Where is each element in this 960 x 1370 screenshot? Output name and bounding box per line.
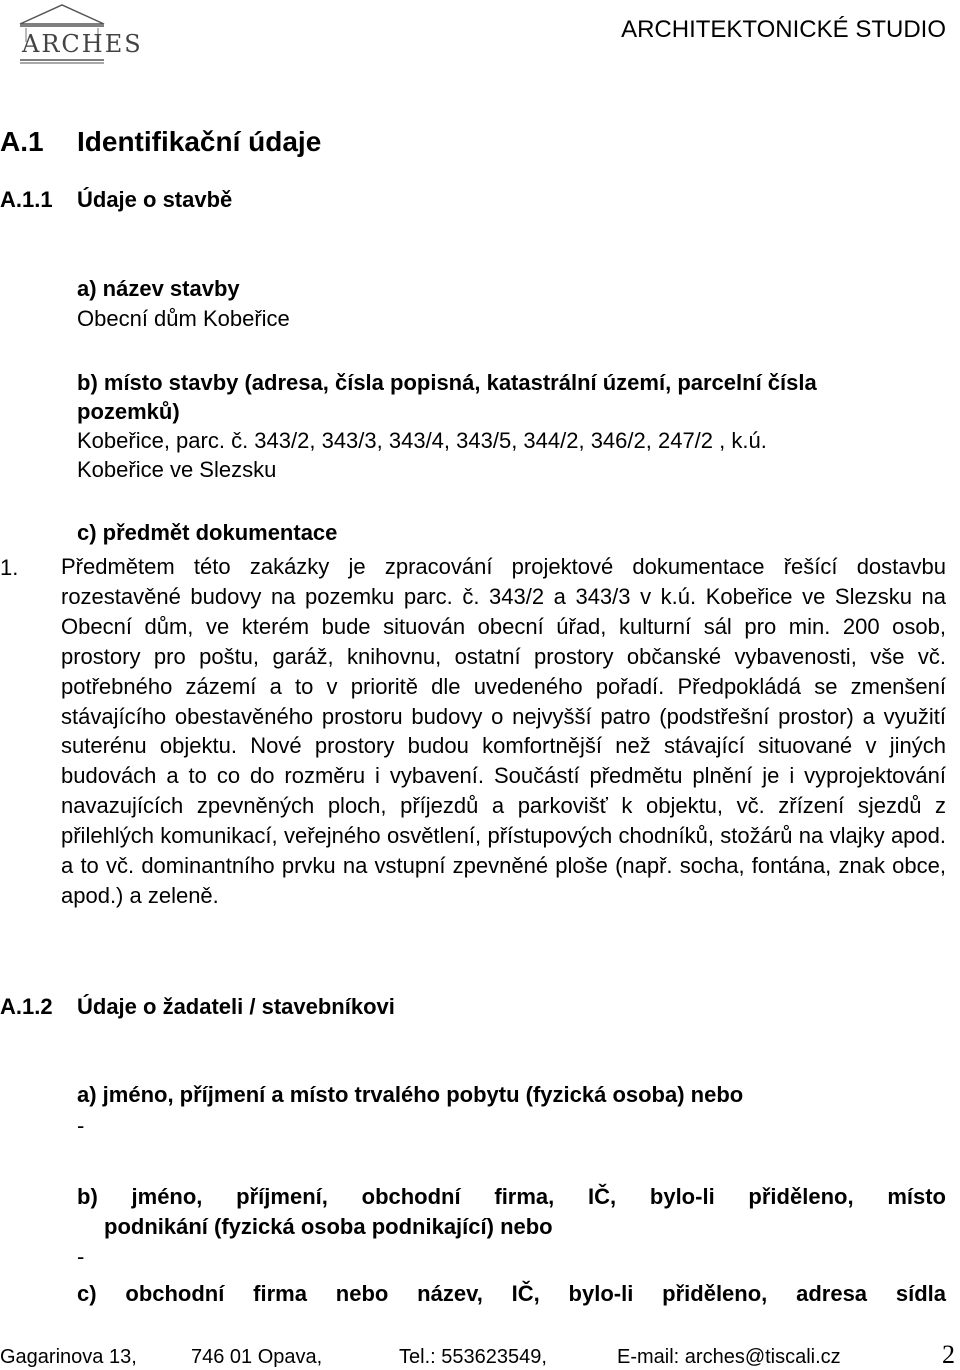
documentation-subject-text: Předmětem této zakázky je zpracování projektové dokumentace řešící dostavbu rozestavěné budovy na pozemku parc. č. 343/2 a 343/3 v k.ú. Kobeřice ve Slezsku na Obecní dům, ve kterém bude situován obecní úřad, kulturní sál pro min. 200 osob, prostory pro poštu, garáž, knihovnu, ostatní prostory občanské vybavenosti, vše vč. potřebného zázemí a to v prioritě dle uvedeného pořadí. Předpokládá se zmenšení stávajícího obestavěného prostoru budovy o nejvyšší patro (podstřešní prostor) a využití suterénu objektu. Nové prostory budou komfortnější než stávající situované v jiných budovách a to co do rozměru i vybavení. Součástí předmětu plnění je i vyprojektování navazujících zpevněných ploch, příjezdů a parkovišť k objektu, vč. zřízení sjezdů z přilehlých komunikací, veřejného osvětlení, přístupových chodníků, stožárů na vlajky apod. a to vč. dominantního prvku na vstupní zpevněné ploše (např. socha, fontána, znak obce, apod.) a zeleně.	[61, 554, 946, 908]
section-title: Identifikační údaje	[77, 126, 322, 157]
building-location-value-line1: Kobeřice, parc. č. 343/2, 343/3, 343/4, 343/5, 344/2, 346/2, 247/2 , k.ú.	[77, 428, 767, 453]
building-name-value: Obecní dům Kobeřice	[77, 306, 290, 331]
subsection-2-number: A.1.2	[0, 994, 53, 1019]
footer-address: Gagarinova 13,	[0, 1346, 137, 1368]
studio-title: ARCHITEKTONICKÉ STUDIO	[621, 16, 946, 43]
documentation-item-number: 1.	[0, 555, 19, 580]
building-name-label: a) název stavby	[77, 276, 240, 301]
page-number: 2	[942, 1340, 955, 1369]
section-number: A.1	[0, 126, 44, 157]
logo-text: ARCHES	[22, 30, 143, 58]
footer-email: E-mail: arches@tiscali.cz	[617, 1346, 841, 1368]
subsection-2-title: Údaje o žadateli / stavebníkovi	[77, 994, 395, 1019]
arches-logo	[16, 2, 143, 68]
building-location-label-line1: b) místo stavby (adresa, čísla popisná, katastrální území, parcelní čísla	[77, 370, 817, 395]
applicant-business-value: -	[77, 1244, 85, 1269]
applicant-company-label: c) obchodní firma nebo název, IČ, bylo-li přiděleno, adresa sídla	[77, 1281, 946, 1306]
applicant-person-label: a) jméno, příjmení a místo trvalého pobytu (fyzická osoba) nebo	[77, 1082, 744, 1107]
footer-city: 746 01 Opava,	[191, 1346, 323, 1368]
footer-phone: Tel.: 553623549,	[399, 1346, 547, 1368]
applicant-business-label-line2: podnikání (fyzická osoba podnikající) nebo	[104, 1214, 553, 1239]
applicant-business-label-line1: b) jméno, příjmení, obchodní firma, IČ, bylo-li přiděleno, místo	[77, 1184, 946, 1209]
subsection-1-number: A.1.1	[0, 187, 53, 212]
documentation-subject-label: c) předmět dokumentace	[77, 520, 338, 545]
building-location-label-line2: pozemků)	[77, 399, 180, 424]
building-location-value-line2: Kobeřice ve Slezsku	[77, 457, 277, 482]
subsection-1-title: Údaje o stavbě	[77, 187, 233, 212]
applicant-person-value: -	[77, 1113, 85, 1138]
